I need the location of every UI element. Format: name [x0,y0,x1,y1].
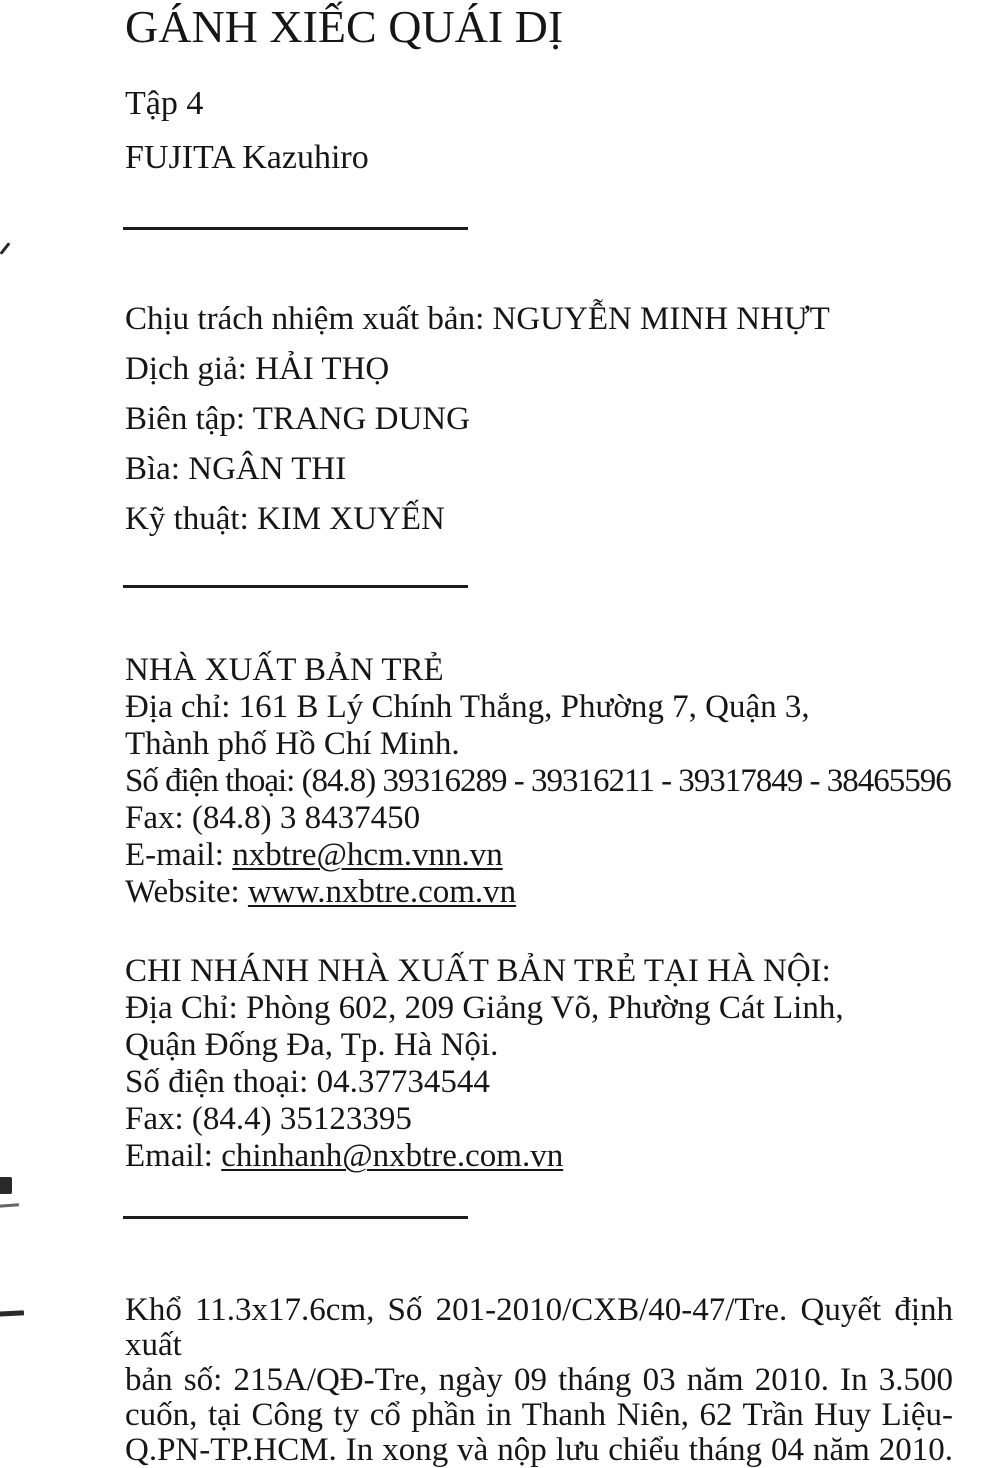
author-name: FUJITA Kazuhiro [125,139,369,176]
volume-label: Tập 4 [125,85,204,122]
publisher-email-label: E-mail: [125,837,233,873]
credits-line-editor: Biên tập: TRANG DUNG [125,401,470,437]
branch-email-line [125,1138,995,1175]
branch-email-address: chinhanh@nxbtre.com.vn [221,1138,564,1174]
branch-heading: CHI NHÁNH NHÀ XUẤT BẢN TRẺ TẠI HÀ NỘI: [125,953,831,989]
publisher-email-address: nxbtre@hcm.vnn.vn [232,837,503,873]
print-registration-line: Q.PN-TP.HCM. In xong và nộp lưu chiểu tháng 04 năm 2010. [125,1432,953,1468]
scan-artifact [0,1203,19,1207]
publisher-website-label: Website: [125,874,248,910]
publisher-address-line2: Thành phố Hồ Chí Minh. [125,726,460,762]
credits-line-translator: Dịch giả: HẢI THỌ [125,351,390,387]
publisher-email-line [125,837,995,874]
publisher-phone: Số điện thoại: (84.8) 39316289 - 39316211 - 39317849 - 38465596 [125,763,951,799]
divider-line [123,227,468,230]
credits-line-publishing-director: Chịu trách nhiệm xuất bản: NGUYỄN MINH NHỰT [125,301,830,337]
print-registration-line: Khổ 11.3x17.6cm, Số 201-2010/CXB/40-47/Tre. Quyết định xuất [125,1292,953,1363]
scan-artifact [0,1177,12,1194]
credits-block [125,294,830,544]
divider-line [123,585,468,588]
branch-block [125,953,995,1175]
publisher-block [125,652,995,911]
publisher-address-line1: Địa chỉ: 161 B Lý Chính Thắng, Phường 7, Quận 3, [125,689,810,725]
publisher-website-url: www.nxbtre.com.vn [247,874,517,910]
divider-line [123,1216,468,1219]
book-title: GÁNH XIẾC QUÁI DỊ [125,1,564,52]
publisher-name: NHÀ XUẤT BẢN TRẺ [125,652,444,688]
print-registration-line: cuốn, tại Công ty cổ phần in Thanh Niên, 62 Trần Huy Liệu- [125,1397,953,1433]
publisher-fax: Fax: (84.8) 3 8437450 [125,800,421,836]
credits-line-cover: Bìa: NGÂN THI [125,451,347,487]
branch-address-line2: Quận Đống Đa, Tp. Hà Nội. [125,1027,499,1063]
branch-email-label: Email: [125,1138,222,1174]
print-registration-block [125,1293,953,1468]
branch-phone: Số điện thoại: 04.37734544 [125,1064,490,1100]
print-registration-line: bản số: 215A/QĐ-Tre, ngày 09 tháng 03 năm 2010. In 3.500 [125,1362,953,1398]
credits-line-technical: Kỹ thuật: KIM XUYẾN [125,501,445,537]
branch-address-line1: Địa Chỉ: Phòng 602, 209 Giảng Võ, Phường Cát Linh, [125,990,844,1026]
scan-artifact [0,242,10,255]
publisher-website-line [125,874,995,911]
scan-artifact [0,1310,24,1316]
branch-fax: Fax: (84.4) 35123395 [125,1101,412,1137]
